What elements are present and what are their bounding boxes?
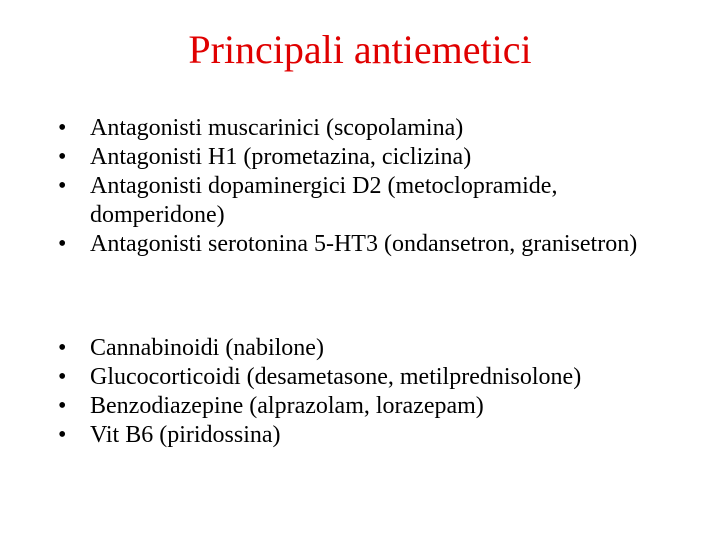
list-item: [58, 114, 688, 143]
list-item-text: Benzodiazepine (alprazolam, lorazepam): [90, 393, 484, 419]
list-item-text: Antagonisti H1 (prometazina, ciclizina): [90, 144, 472, 170]
list-item: [58, 334, 688, 363]
list-item: [58, 172, 688, 230]
list-item-text: Cannabinoidi (nabilone): [90, 335, 324, 361]
bullet-list-other-agents: [58, 334, 688, 450]
list-item-text: Glucocorticoidi (desametasone, metilprednisolone): [90, 364, 582, 390]
bullet-icon: •: [58, 115, 67, 141]
bullet-icon: •: [58, 173, 67, 199]
list-item-text: Antagonisti dopaminergici D2 (metoclopramide, domperidone): [90, 173, 558, 228]
list-item-text: Antagonisti serotonina 5-HT3 (ondansetron, granisetron): [90, 231, 638, 257]
list-item: [58, 143, 688, 172]
list-item: [58, 392, 688, 421]
list-item: [58, 230, 688, 259]
list-item: [58, 363, 688, 392]
bullet-icon: •: [58, 393, 67, 419]
list-item: [58, 421, 688, 450]
bullet-list-antagonists: [58, 114, 688, 259]
bullet-icon: •: [58, 335, 67, 361]
list-item-text: Vit B6 (piridossina): [90, 422, 281, 448]
bullet-icon: •: [58, 231, 67, 257]
list-item-text: Antagonisti muscarinici (scopolamina): [90, 115, 464, 141]
bullet-icon: •: [58, 144, 67, 170]
bullet-icon: •: [58, 364, 67, 390]
bullet-icon: •: [58, 422, 67, 448]
slide-title: Principali antiemetici: [188, 27, 532, 72]
